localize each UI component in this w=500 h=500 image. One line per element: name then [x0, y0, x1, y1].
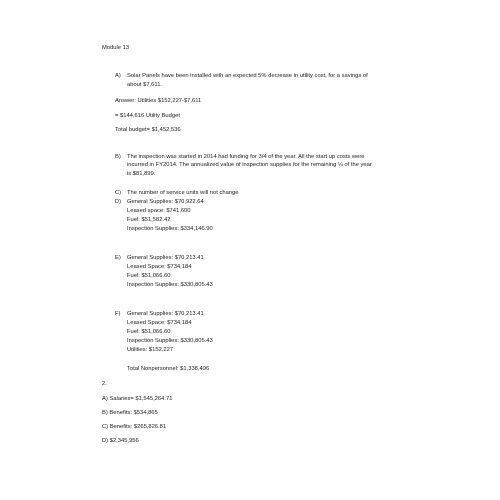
- part2-heading: 2.: [102, 381, 107, 387]
- section-e-marker: E): [115, 255, 121, 261]
- part2-benefits-c: C) Benefits: $265,826.81: [102, 424, 167, 430]
- section-e-fuel: Fuel: $51,066.60: [127, 273, 171, 279]
- section-a-text-line2: about $7,611.: [127, 82, 163, 88]
- section-f-total-nonpersonnel: Total Nonpersonnel: $1,338,496: [127, 366, 210, 372]
- section-d-inspection-supplies: Inspection Supplies: $334,146.90: [127, 226, 213, 232]
- section-d-fuel: Fuel: $51,582.42: [127, 217, 171, 223]
- section-e-inspection-supplies: Inspection Supplies: $330,805.43: [127, 282, 213, 288]
- section-c-text: The number of service units will not change: [127, 190, 239, 196]
- part2-total-d: D) $2,345,956: [102, 438, 139, 444]
- section-a-text-line1: Solar Panels have been installed with an expected 5% decrease in utility cost, for a savings of: [127, 73, 368, 79]
- section-f-general-supplies: General Supplies: $70,213.41: [127, 311, 204, 317]
- section-d-marker: D): [115, 199, 122, 205]
- section-b-text-line2: incurred in FY2014. The annualized value of inspection supplies for the remaining ¼ of the year: [127, 162, 372, 168]
- part2-benefits: B) Benefits: $534,865: [102, 410, 158, 416]
- part2-salaries: A) Salaries= $1,545,264.71: [102, 396, 173, 402]
- section-e-leased-space: Leased Space: $734,184: [127, 264, 192, 270]
- section-f-marker: F): [115, 311, 121, 317]
- section-b-marker: B): [115, 154, 121, 160]
- section-b-text-line1: The inspection was started in 2014 had funding for 3/4 of the year. All the start up costs were: [127, 154, 365, 160]
- section-f-inspection-supplies: Inspection Supplies: $330,805.43: [127, 338, 213, 344]
- section-f-utilities: Utilities: $152,227: [127, 347, 174, 353]
- section-a-total-budget: Total budget= $1,452,536: [115, 127, 181, 133]
- document-title: Module 13: [102, 45, 130, 51]
- section-e-general-supplies: General Supplies: $70,213.41: [127, 255, 204, 261]
- section-d-leased-space: Leased space: $741,600: [127, 208, 191, 214]
- section-f-leased-space: Leased Space: $734,184: [127, 320, 192, 326]
- section-a-marker: A): [115, 73, 121, 79]
- section-f-fuel: Fuel: $51,066.60: [127, 329, 171, 335]
- section-a-utility-budget: = $144,616 Utility Budget: [115, 113, 180, 119]
- section-d-general-supplies: General Supplies: $70,922.64: [127, 199, 204, 205]
- section-b-text-line3: is $81,899.: [127, 171, 156, 177]
- section-c-marker: C): [115, 190, 122, 196]
- section-a-answer: Answer: Utilities $152,227-$7,611: [115, 98, 202, 104]
